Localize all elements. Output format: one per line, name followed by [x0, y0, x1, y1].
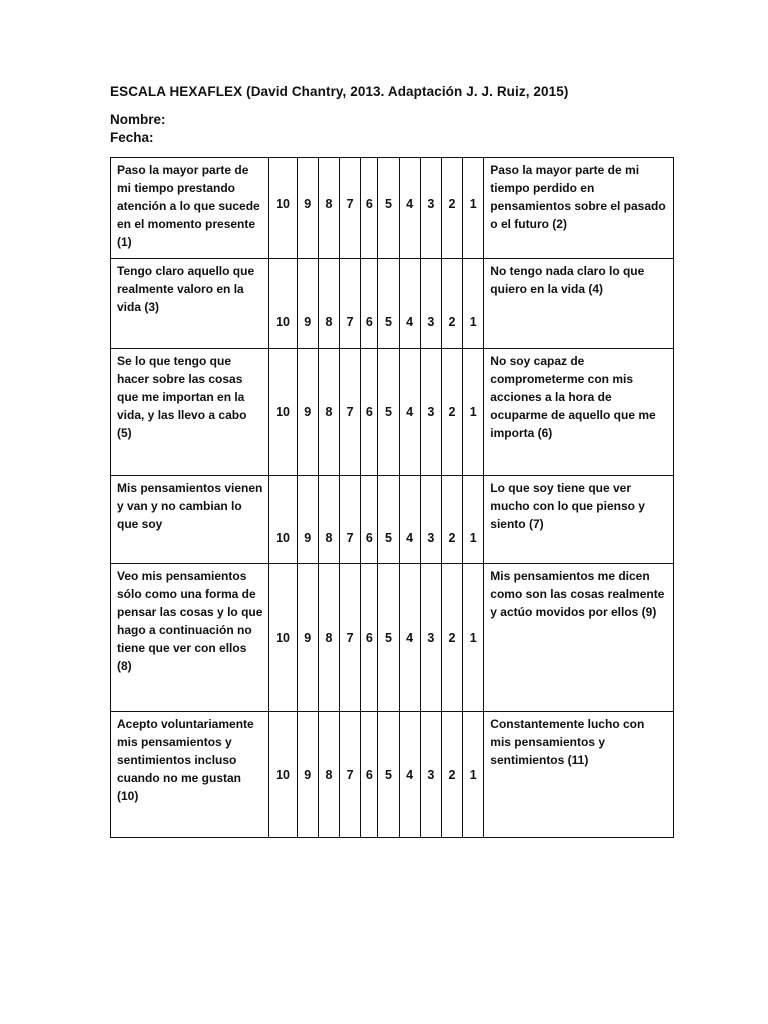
page-title: ESCALA HEXAFLEX (David Chantry, 2013. Adaptación J. J. Ruiz, 2015) — [110, 84, 569, 99]
scale-option-value: 3 — [427, 530, 435, 545]
scale-option-value: 7 — [346, 314, 354, 329]
scale-option-cell[interactable] — [441, 564, 462, 712]
scale-row — [111, 564, 674, 712]
scale-option-value: 8 — [325, 530, 333, 545]
scale-option-value: 3 — [427, 405, 435, 419]
scale-option-cell[interactable] — [441, 349, 462, 476]
scale-option-cell[interactable] — [399, 259, 420, 349]
scale-option-cell[interactable] — [361, 349, 378, 476]
scale-option-cell[interactable] — [318, 476, 339, 564]
scale-option-cell[interactable] — [378, 476, 399, 564]
scale-option-cell[interactable] — [297, 564, 318, 712]
scale-option-cell[interactable] — [269, 476, 297, 564]
scale-option-cell[interactable] — [399, 712, 420, 838]
scale-option-value: 2 — [448, 630, 456, 645]
scale-option-cell[interactable] — [463, 564, 484, 712]
scale-option-value: 7 — [346, 767, 354, 782]
scale-option-value: 10 — [276, 197, 290, 211]
scale-option-cell[interactable] — [463, 259, 484, 349]
scale-row — [111, 259, 674, 349]
scale-option-value: 9 — [304, 314, 312, 329]
scale-option-value: 2 — [448, 405, 456, 419]
scale-option-cell[interactable] — [399, 349, 420, 476]
scale-option-value: 6 — [365, 197, 373, 211]
statement-right: Mis pensamientos me dicen como son las cosas realmente y actúo movidos por ellos (9) — [484, 564, 674, 712]
scale-option-cell[interactable] — [361, 476, 378, 564]
fecha-label: Fecha: — [110, 130, 154, 145]
scale-option-value: 3 — [427, 767, 435, 782]
scale-option-cell[interactable] — [361, 712, 378, 838]
scale-option-value: 10 — [276, 530, 290, 545]
scale-option-value: 9 — [304, 767, 312, 782]
scale-option-value: 6 — [365, 530, 373, 545]
scale-option-value: 1 — [469, 767, 477, 782]
scale-option-value: 8 — [325, 405, 333, 419]
scale-option-value: 3 — [427, 197, 435, 211]
scale-option-cell[interactable] — [361, 158, 378, 259]
scale-option-value: 2 — [448, 767, 456, 782]
scale-option-value: 2 — [448, 530, 456, 545]
scale-option-cell[interactable] — [297, 259, 318, 349]
scale-option-cell[interactable] — [441, 158, 462, 259]
scale-option-value: 9 — [304, 530, 312, 545]
scale-option-cell[interactable] — [420, 349, 441, 476]
scale-option-cell[interactable] — [361, 564, 378, 712]
scale-option-cell[interactable] — [361, 259, 378, 349]
scale-option-cell[interactable] — [420, 564, 441, 712]
scale-option-cell[interactable] — [378, 712, 399, 838]
statement-left: Acepto voluntariamente mis pensamientos y sentimientos incluso cuando no me gustan (10) — [111, 712, 269, 838]
scale-option-cell[interactable] — [441, 259, 462, 349]
statement-right: No soy capaz de comprometerme con mis acciones a la hora de ocuparme de aquello que me importa (6) — [484, 349, 674, 476]
scale-option-cell[interactable] — [269, 259, 297, 349]
scale-option-cell[interactable] — [340, 349, 361, 476]
scale-option-cell[interactable] — [318, 158, 339, 259]
scale-option-value: 8 — [325, 197, 333, 211]
scale-option-value: 4 — [406, 767, 414, 782]
scale-option-cell[interactable] — [297, 349, 318, 476]
scale-option-value: 10 — [276, 630, 290, 645]
statement-right: No tengo nada claro lo que quiero en la vida (4) — [484, 259, 674, 349]
scale-option-value: 6 — [365, 767, 373, 782]
scale-option-cell[interactable] — [297, 476, 318, 564]
scale-option-value: 7 — [346, 530, 354, 545]
scale-option-value: 10 — [276, 405, 290, 419]
scale-option-cell[interactable] — [269, 349, 297, 476]
scale-option-value: 5 — [384, 197, 392, 211]
scale-option-value: 10 — [276, 314, 290, 329]
hexaflex-scale-table — [110, 157, 674, 838]
scale-option-value: 8 — [325, 767, 333, 782]
scale-option-cell[interactable] — [269, 564, 297, 712]
scale-option-value: 9 — [304, 630, 312, 645]
scale-option-value: 7 — [346, 197, 354, 211]
scale-option-value: 1 — [469, 530, 477, 545]
scale-option-value: 8 — [325, 314, 333, 329]
scale-option-value: 7 — [346, 405, 354, 419]
statement-left: Veo mis pensamientos sólo como una forma de pensar las cosas y lo que hago a continuación no tiene que ver con ellos (8) — [111, 564, 269, 712]
scale-option-cell[interactable] — [340, 712, 361, 838]
scale-option-cell[interactable] — [420, 158, 441, 259]
scale-option-value: 3 — [427, 314, 435, 329]
statement-left: Se lo que tengo que hacer sobre las cosas que me importan en la vida, y las llevo a cabo (5) — [111, 349, 269, 476]
scale-option-cell[interactable] — [297, 712, 318, 838]
scale-row — [111, 158, 674, 259]
scale-option-cell[interactable] — [399, 476, 420, 564]
statement-right: Lo que soy tiene que ver mucho con lo que pienso y siento (7) — [484, 476, 674, 564]
scale-option-value: 1 — [469, 630, 477, 645]
scale-option-value: 4 — [406, 314, 414, 329]
scale-option-value: 1 — [469, 405, 477, 419]
scale-option-value: 3 — [427, 630, 435, 645]
scale-option-value: 9 — [304, 197, 312, 211]
scale-option-cell[interactable] — [378, 349, 399, 476]
scale-option-value: 1 — [469, 314, 477, 329]
scale-option-value: 2 — [448, 197, 456, 211]
scale-option-cell[interactable] — [340, 476, 361, 564]
scale-option-cell[interactable] — [340, 259, 361, 349]
scale-option-cell[interactable] — [378, 564, 399, 712]
scale-option-value: 5 — [384, 530, 392, 545]
scale-option-cell[interactable] — [463, 476, 484, 564]
statement-right: Constantemente lucho con mis pensamientos y sentimientos (11) — [484, 712, 674, 838]
scale-option-cell[interactable] — [340, 158, 361, 259]
scale-option-value: 9 — [304, 405, 312, 419]
scale-row — [111, 349, 674, 476]
scale-option-value: 7 — [346, 630, 354, 645]
scale-row — [111, 476, 674, 564]
scale-option-cell[interactable] — [463, 712, 484, 838]
scale-option-cell[interactable] — [318, 712, 339, 838]
scale-option-value: 4 — [406, 530, 414, 545]
scale-option-cell[interactable] — [399, 158, 420, 259]
scale-option-value: 8 — [325, 630, 333, 645]
scale-option-cell[interactable] — [378, 158, 399, 259]
scale-option-value: 5 — [384, 767, 392, 782]
scale-option-value: 5 — [384, 314, 392, 329]
statement-left: Paso la mayor parte de mi tiempo prestando atención a lo que sucede en el momento presente (1) — [111, 158, 269, 259]
nombre-label: Nombre: — [110, 112, 166, 127]
scale-option-cell[interactable] — [340, 564, 361, 712]
scale-option-cell[interactable] — [318, 259, 339, 349]
scale-option-cell[interactable] — [441, 712, 462, 838]
scale-option-value: 2 — [448, 314, 456, 329]
scale-option-value: 6 — [365, 630, 373, 645]
scale-option-value: 1 — [469, 197, 477, 211]
statement-right: Paso la mayor parte de mi tiempo perdido en pensamientos sobre el pasado o el futuro (2) — [484, 158, 674, 259]
scale-row — [111, 712, 674, 838]
scale-option-value: 4 — [406, 405, 414, 419]
scale-option-cell[interactable] — [297, 158, 318, 259]
scale-option-cell[interactable] — [441, 476, 462, 564]
scale-option-value: 10 — [276, 767, 290, 782]
scale-option-cell[interactable] — [318, 564, 339, 712]
scale-option-value: 4 — [406, 630, 414, 645]
statement-left: Tengo claro aquello que realmente valoro en la vida (3) — [111, 259, 269, 349]
scale-option-cell[interactable] — [463, 349, 484, 476]
scale-option-cell[interactable] — [318, 349, 339, 476]
scale-option-cell[interactable] — [420, 476, 441, 564]
scale-option-value: 4 — [406, 197, 414, 211]
statement-left: Mis pensamientos vienen y van y no cambian lo que soy — [111, 476, 269, 564]
scale-option-cell[interactable] — [378, 259, 399, 349]
scale-option-cell[interactable] — [269, 712, 297, 838]
scale-option-cell[interactable] — [463, 158, 484, 259]
scale-option-value: 6 — [365, 314, 373, 329]
scale-option-cell[interactable] — [420, 712, 441, 838]
scale-option-value: 5 — [384, 630, 392, 645]
scale-option-value: 5 — [384, 405, 392, 419]
scale-option-cell[interactable] — [420, 259, 441, 349]
scale-option-cell[interactable] — [269, 158, 297, 259]
scale-option-value: 6 — [365, 405, 373, 419]
scale-option-cell[interactable] — [399, 564, 420, 712]
